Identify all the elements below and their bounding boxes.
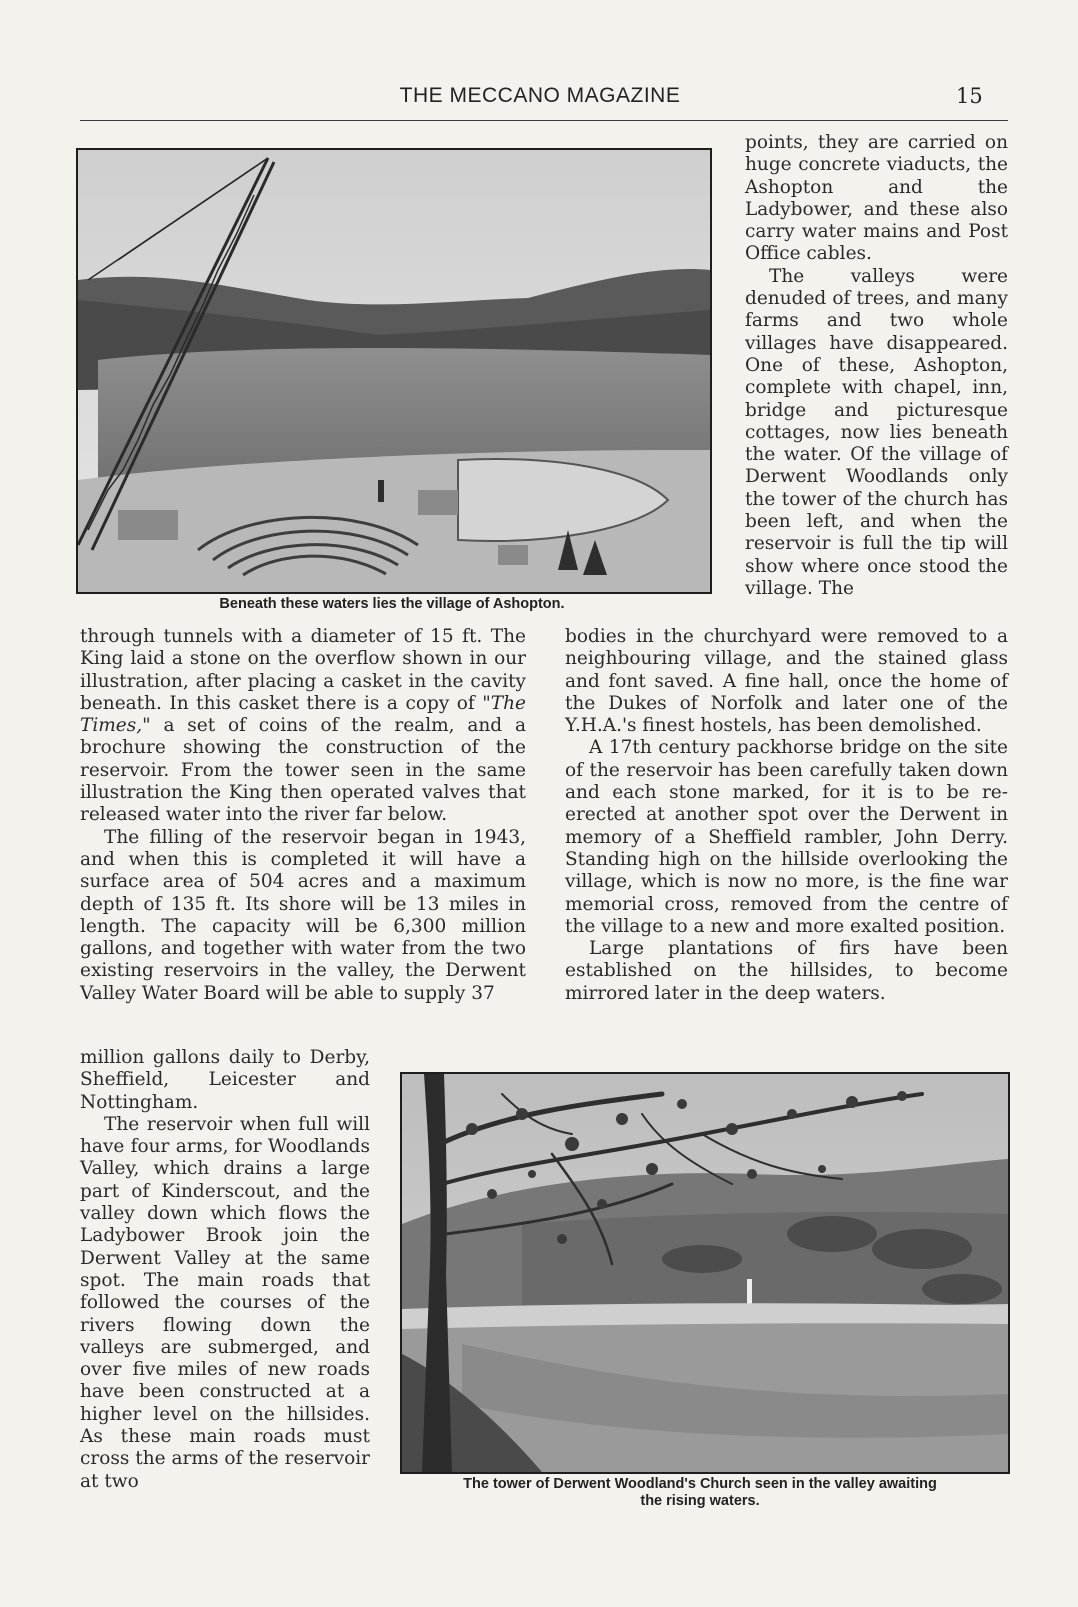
right-paragraph-3: Large plantations of firs have been established on the hillsides, to become mirrored later in the deep waters. [565, 938, 1008, 1004]
left-paragraph-1-end: a set of coins of the realm, and a brochure showing the construction of the reservoir. From the tower seen in the same illustration the King then operated valves that released water into the river far below. [80, 715, 526, 826]
right-paragraph-1: bodies in the churchyard were removed to a neighbouring village, and the stained glass and font saved. A fine hall, once the home of the Dukes of Norfolk and later one of the Y.H.A.'s finest hostels, has been demolished. [565, 626, 1008, 737]
right-top-paragraph-2: The valleys were denuded of trees, and many farms and two whole villages have disappeared. One of these, Ashopton, complete with chapel, inn, bridge and picturesque cottages, now lies beneath the water. Of the village of Derwent Woodlands only the tower of the church has been left, and when the reservoir is full the tip will show where once stood the village. The [745, 265, 1008, 599]
left-narrow-paragraph-continued: million gallons daily to Derby, Sheffield, Leicester and Nottingham. [80, 1047, 370, 1113]
left-paragraph-2: The filling of the reservoir began in 1943, and when this is completed it will have a surface area of 504 acres and a maximum depth of 135 ft. Its shore will be 13 miles in length. The capacity will be 6,300 million gallons, and together with water from the two existing reservoirs in the valley, the Derwent Valley Water Board will be able to supply 37 [80, 826, 526, 1004]
right-top-column [745, 132, 1008, 600]
header-rule [80, 120, 1008, 121]
left-main-column [80, 626, 526, 1005]
bottom-caption-line-2: the rising waters. [640, 1493, 760, 1509]
page-header-title: THE MECCANO MAGAZINE [399, 84, 681, 107]
left-narrow-column [80, 1047, 370, 1493]
right-main-column [565, 626, 1008, 1005]
valley-church-photo [400, 1072, 1010, 1474]
bottom-caption-line-1: The tower of Derwent Woodland's Church seen in the valley awaiting [463, 1476, 937, 1492]
the-times-title: "The Times," [80, 692, 526, 737]
left-paragraph-1 [80, 626, 526, 827]
bottom-photo-caption [392, 1476, 1008, 1510]
reservoir-construction-photo [76, 148, 712, 594]
top-photo-caption: Beneath these waters lies the village of Ashopton. [219, 596, 565, 612]
right-top-paragraph-1: points, they are carried on huge concrete viaducts, the Ashopton and the Ladybower, and these also carry water mains and Post Office cables. [745, 132, 1008, 265]
page-number: 15 [956, 84, 983, 108]
left-narrow-paragraph-3: The reservoir when full will have four arms, for Woodlands Valley, which drains a large part of Kinderscout, and the valley down which flows the Ladybower Brook join the Derwent Valley at the same spot. The main roads that followed the courses of the rivers flowing down the valleys are submerged, and over five miles of new roads have been constructed at a higher level on the hillsides. As these main roads must cross the arms of the reservoir at two [80, 1113, 370, 1492]
valley-photo-art [402, 1074, 1008, 1472]
right-paragraph-2: A 17th century packhorse bridge on the site of the reservoir has been carefully taken down and each stone marked, for it is to be re-erected at another spot over the Derwent in memory of a Sheffield rambler, John Derry. Standing high on the hillside overlooking the village, which is now no more, is the fine war memorial cross, removed from the centre of the village to a new and more exalted position. [565, 737, 1008, 937]
reservoir-photo-art [78, 150, 710, 592]
left-paragraph-1-start: through tunnels with a diameter of 15 ft. The King laid a stone on the overflow shown in our illustration, after placing a casket in the cavity beneath. In this casket there is a copy of [80, 626, 526, 714]
